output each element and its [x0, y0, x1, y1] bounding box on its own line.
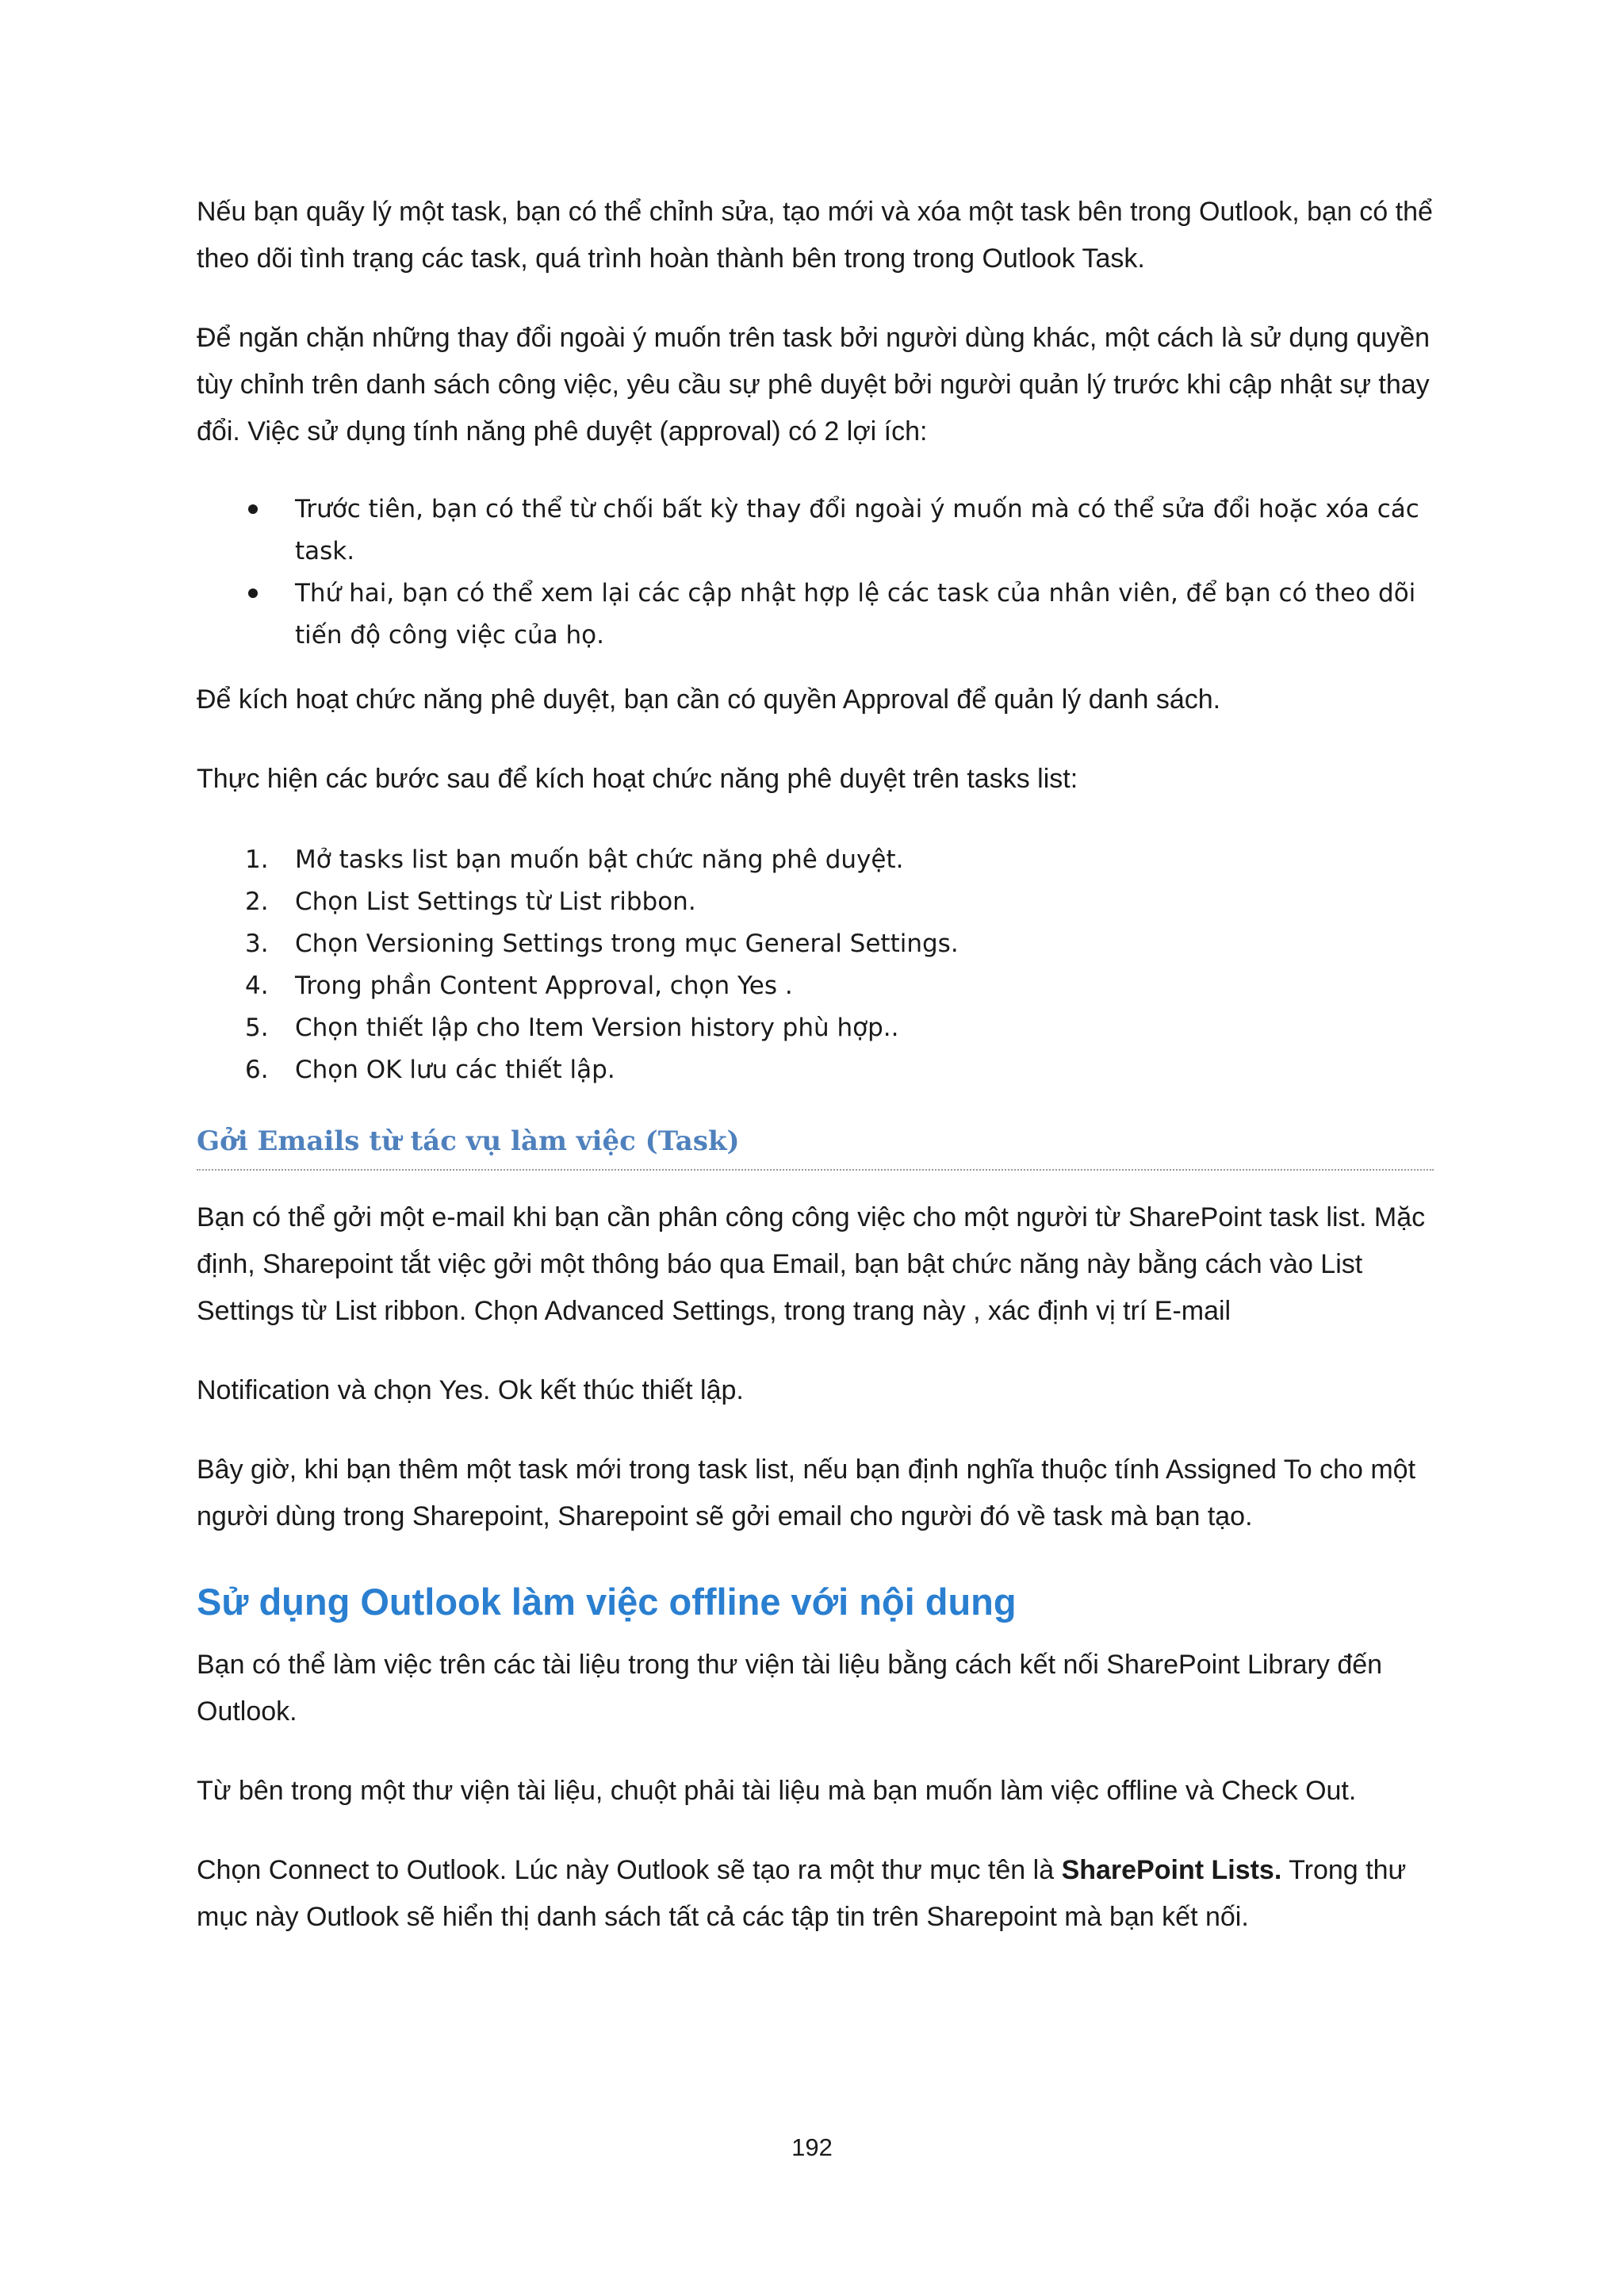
sharepoint-lists-bold: SharePoint Lists.	[1061, 1855, 1282, 1885]
list-item: 5. Chọn thiết lập cho Item Version history phù hợp..	[245, 1014, 899, 1042]
list-item: 3. Chọn Versioning Settings trong mục General Settings.	[245, 930, 959, 958]
offline-section-heading: Sử dụng Outlook làm việc offline với nội dung	[197, 1581, 1017, 1623]
offline-paragraph-2: Từ bên trong một thư viện tài liệu, chuột phải tài liệu mà bạn muốn làm việc offline và Check Out.	[197, 1776, 1357, 1806]
email-paragraph-1: Bạn có thể gởi một e-mail khi bạn cần phân công công việc cho một người từ SharePoint task list. Mặc định, Sharepoint tắt việc gởi một thông báo qua Email, bạn bật chức năng này bằng cách vào List Settings từ List ribbon. Chọn Advanced Settings, trong trang này , xác định vị trí E-mail	[197, 1202, 1426, 1326]
intro-paragraph-2: Để ngăn chặn những thay đổi ngoài ý muốn trên task bởi người dùng khác, một cách là sử dụng quyền tùy chỉnh trên danh sách công việc, yêu cầu sự phê duyệt bởi người quản lý trước khi cập nhật sự thay đổi. Việc sử dụng tính năng phê duyệt (approval) có 2 lợi ích:	[197, 323, 1431, 447]
approval-paragraph-2: Thực hiện các bước sau để kích hoạt chức năng phê duyệt trên tasks list:	[197, 764, 1078, 794]
page-body	[197, 189, 1434, 1941]
steps-list	[197, 839, 1434, 1091]
email-paragraph-3: Bây giờ, khi bạn thêm một task mới trong task list, nếu bạn định nghĩa thuộc tính Assigned To cho một người dùng trong Sharepoint, Sharepoint sẽ gởi email cho người đó về task mà bạn tạo.	[197, 1455, 1416, 1531]
offline-paragraph-3: Chọn Connect to Outlook. Lúc này Outlook sẽ tạo ra một thư mục tên là SharePoint Lists. Trong thư mục này Outlook sẽ hiển thị danh sách tất cả các tập tin trên Sharepoint mà bạn kết nối.	[197, 1855, 1407, 1932]
heading-divider	[197, 1169, 1434, 1171]
email-section-heading: Gởi Emails từ tác vụ làm việc (Task)	[197, 1125, 740, 1157]
intro-paragraph-1: Nếu bạn quãy lý một task, bạn có thể chỉnh sửa, tạo mới và xóa một task bên trong Outlook, bạn có thể theo dõi tình trạng các task, quá trình hoàn thành bên trong trong Outlook Task.	[197, 197, 1433, 274]
page-number: 192	[791, 2133, 833, 2161]
list-item: Thứ hai, bạn có thể xem lại các cập nhật hợp lệ các task của nhân viên, để bạn có theo dõi tiến độ công việc của họ.	[197, 573, 1434, 657]
email-paragraph-2: Notification và chọn Yes. Ok kết thúc thiết lập.	[197, 1375, 744, 1405]
list-item: Trước tiên, bạn có thể từ chối bất kỳ thay đổi ngoài ý muốn mà có thể sửa đổi hoặc xóa các task.	[197, 489, 1434, 573]
list-item: 2. Chọn List Settings từ List ribbon.	[245, 887, 696, 916]
list-item: 1. Mở tasks list bạn muốn bật chức năng phê duyệt.	[245, 845, 904, 874]
benefits-list	[197, 489, 1434, 657]
approval-paragraph-1: Để kích hoạt chức năng phê duyệt, bạn cần có quyền Approval để quản lý danh sách.	[197, 684, 1221, 715]
offline-paragraph-1: Bạn có thể làm việc trên các tài liệu trong thư viện tài liệu bằng cách kết nối SharePoint Library đến Outlook.	[197, 1650, 1383, 1727]
list-item: 6. Chọn OK lưu các thiết lập.	[245, 1056, 615, 1084]
list-item: 4. Trong phần Content Approval, chọn Yes .	[245, 972, 793, 1000]
